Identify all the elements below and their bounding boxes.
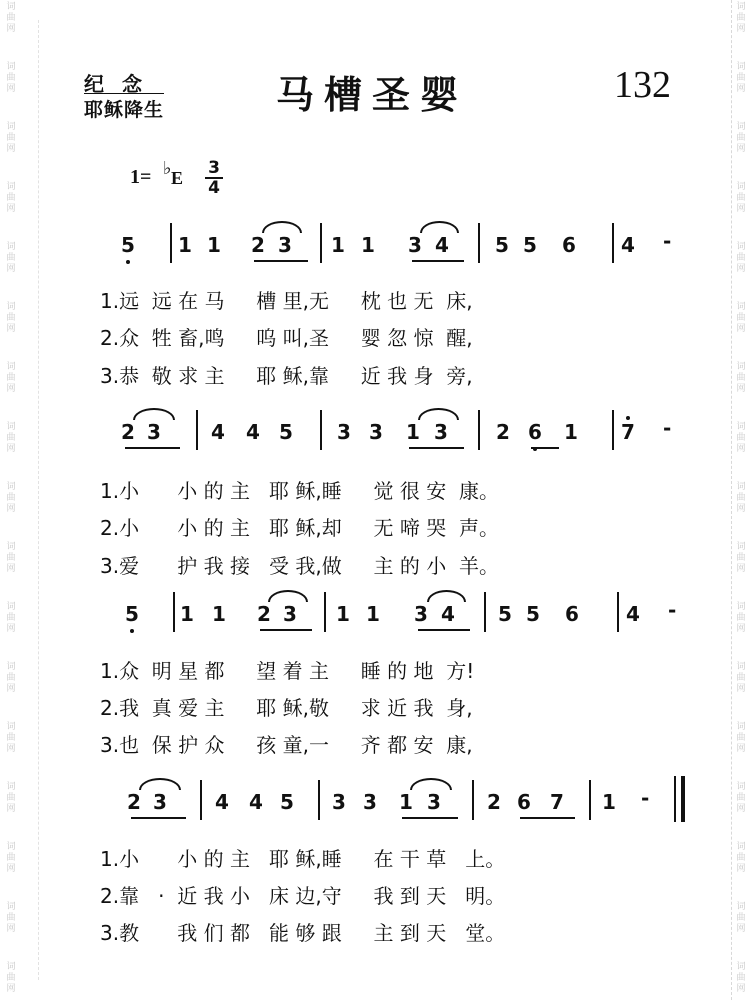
watermark-text: 词 曲 网 <box>6 2 16 34</box>
barline <box>200 780 202 820</box>
beam-underline <box>520 817 575 819</box>
note: 7 <box>550 790 564 814</box>
slur <box>427 590 466 602</box>
barline <box>478 410 480 450</box>
note: 1 <box>336 602 350 626</box>
beam-underline <box>260 629 312 631</box>
barline <box>478 223 480 263</box>
watermark-text: 词 曲 网 <box>736 2 746 34</box>
note: 3 <box>283 602 297 626</box>
barline <box>173 592 175 632</box>
note: 1 <box>564 420 578 444</box>
low-octave-dot <box>126 260 130 264</box>
sustain-dash: - <box>663 416 672 440</box>
beam-underline <box>412 260 464 262</box>
watermark-text: 词 曲 网 <box>736 722 746 754</box>
note: 5 <box>523 233 537 257</box>
lyric-line: 3.也 保 护 众 孩 童,一 齐 都 安 康, <box>100 733 473 757</box>
hymn-title: 马槽圣婴 <box>276 73 469 117</box>
watermark-text: 词 曲 网 <box>6 842 16 874</box>
note: 2 <box>487 790 501 814</box>
subcategory-label: 耶稣降生 <box>84 99 165 121</box>
lyric-line: 1.小 小 的 主 耶 稣,睡 觉 很 安 康。 <box>100 479 499 503</box>
note: 1 <box>406 420 420 444</box>
lyric-line: 3.爱 护 我 接 受 我,做 主 的 小 羊。 <box>100 554 499 578</box>
watermark-text: 词 曲 网 <box>736 782 746 814</box>
beam-underline <box>531 447 559 449</box>
note: 4 <box>626 602 640 626</box>
barline <box>320 223 322 263</box>
note: 1 <box>361 233 375 257</box>
watermark-text: 词 曲 网 <box>6 182 16 214</box>
watermark-text: 词 曲 网 <box>736 62 746 94</box>
watermark-text: 词 曲 网 <box>6 782 16 814</box>
note: 5 <box>279 420 293 444</box>
slur <box>268 590 308 602</box>
sustain-dash: - <box>641 786 650 810</box>
lyric-line: 1.远 远 在 马 槽 里,无 枕 也 无 床, <box>100 289 473 313</box>
key-prefix: 1= <box>130 166 152 188</box>
note: 3 <box>332 790 346 814</box>
lyric-line: 2.我 真 爱 主 耶 稣,敬 求 近 我 身, <box>100 696 473 720</box>
slur <box>139 778 181 790</box>
note: 3 <box>434 420 448 444</box>
note: 3 <box>153 790 167 814</box>
watermark-text: 词 曲 网 <box>6 302 16 334</box>
flat-icon: ♭ <box>163 158 172 179</box>
watermark-text: 词 曲 网 <box>736 362 746 394</box>
note: 2 <box>496 420 510 444</box>
beam-underline <box>131 817 186 819</box>
watermark-text: 词 曲 网 <box>6 482 16 514</box>
low-octave-dot <box>130 629 134 633</box>
watermark-text: 词 曲 网 <box>736 242 746 274</box>
watermark-text: 词 曲 网 <box>736 602 746 634</box>
note: 6 <box>528 420 542 444</box>
slur <box>410 778 452 790</box>
watermark-text: 词 曲 网 <box>736 662 746 694</box>
watermark-text: 词 曲 网 <box>6 602 16 634</box>
watermark-text: 词 曲 网 <box>736 842 746 874</box>
note: 1 <box>180 602 194 626</box>
note: 6 <box>565 602 579 626</box>
beam-underline <box>418 629 470 631</box>
note: 4 <box>211 420 225 444</box>
barline <box>196 410 198 450</box>
final-barline-thick <box>681 776 685 822</box>
lyric-line: 1.众 明 星 都 望 着 主 睡 的 地 方! <box>100 659 475 683</box>
barline <box>617 592 619 632</box>
watermark-text: 词 曲 网 <box>6 62 16 94</box>
note: 1 <box>331 233 345 257</box>
time-signature-top: 3 <box>208 158 220 178</box>
note: 3 <box>369 420 383 444</box>
watermark-text: 词 曲 网 <box>6 722 16 754</box>
note: 1 <box>602 790 616 814</box>
note: 3 <box>414 602 428 626</box>
barline <box>472 780 474 820</box>
final-barline-thin <box>674 776 676 822</box>
note: 4 <box>246 420 260 444</box>
barline <box>170 223 172 263</box>
high-octave-dot <box>626 416 630 420</box>
lyric-line: 2.众 牲 畜,鸣 呜 叫,圣 婴 忽 惊 醒, <box>100 326 473 350</box>
barline <box>318 780 320 820</box>
watermark-text: 词 曲 网 <box>736 122 746 154</box>
watermark-text: 词 曲 网 <box>736 542 746 574</box>
note: 5 <box>125 602 139 626</box>
sustain-dash: - <box>668 598 677 622</box>
note: 2 <box>121 420 135 444</box>
note: 5 <box>495 233 509 257</box>
barline <box>612 223 614 263</box>
note: 3 <box>408 233 422 257</box>
note: 2 <box>251 233 265 257</box>
note: 5 <box>498 602 512 626</box>
note: 5 <box>526 602 540 626</box>
beam-underline <box>402 817 458 819</box>
watermark-text: 词 曲 网 <box>736 182 746 214</box>
note: 4 <box>215 790 229 814</box>
note: 1 <box>212 602 226 626</box>
barline <box>484 592 486 632</box>
lyric-line: 1.小 小 的 主 耶 稣,睡 在 干 草 上。 <box>100 847 506 871</box>
key-letter: E <box>171 168 184 188</box>
barline <box>324 592 326 632</box>
note: 1 <box>178 233 192 257</box>
note: 1 <box>366 602 380 626</box>
note: 2 <box>127 790 141 814</box>
slur <box>420 221 459 233</box>
category-label: 纪念 <box>84 72 160 96</box>
lyric-line: 2.小 小 的 主 耶 稣,却 无 啼 哭 声。 <box>100 516 499 540</box>
slur <box>262 221 302 233</box>
note: 4 <box>441 602 455 626</box>
watermark-text: 词 曲 网 <box>6 422 16 454</box>
watermark-text: 词 曲 网 <box>736 302 746 334</box>
note: 2 <box>257 602 271 626</box>
beam-underline <box>125 447 180 449</box>
note: 1 <box>399 790 413 814</box>
watermark-text: 词 曲 网 <box>6 662 16 694</box>
hymn-number: 132 <box>614 64 671 106</box>
beam-underline <box>254 260 308 262</box>
slur <box>418 408 459 420</box>
note: 3 <box>278 233 292 257</box>
note: 5 <box>280 790 294 814</box>
note: 3 <box>427 790 441 814</box>
note: 5 <box>121 233 135 257</box>
lyric-line: 3.恭 敬 求 主 耶 稣,靠 近 我 身 旁, <box>100 364 473 388</box>
time-signature-bottom: 4 <box>208 178 220 198</box>
note: 4 <box>249 790 263 814</box>
barline <box>589 780 591 820</box>
note: 6 <box>562 233 576 257</box>
watermark-text: 词 曲 网 <box>6 902 16 934</box>
note: 6 <box>517 790 531 814</box>
note: 3 <box>337 420 351 444</box>
watermark-text: 词 曲 网 <box>6 962 16 994</box>
barline <box>612 410 614 450</box>
watermark-text: 词 曲 网 <box>736 962 746 994</box>
watermark-text: 词 曲 网 <box>6 362 16 394</box>
note: 3 <box>363 790 377 814</box>
beam-underline <box>409 447 464 449</box>
watermark-text: 词 曲 网 <box>736 482 746 514</box>
slur <box>133 408 175 420</box>
watermark-text: 词 曲 网 <box>6 242 16 274</box>
watermark-text: 词 曲 网 <box>736 902 746 934</box>
watermark-text: 词 曲 网 <box>6 122 16 154</box>
note: 4 <box>435 233 449 257</box>
lyric-line: 3.教 我 们 都 能 够 跟 主 到 天 堂。 <box>100 921 506 945</box>
note: 3 <box>147 420 161 444</box>
note: 7 <box>621 420 635 444</box>
lyric-line: 2.靠 · 近 我 小 床 边,守 我 到 天 明。 <box>100 884 506 908</box>
barline <box>320 410 322 450</box>
note: 1 <box>207 233 221 257</box>
watermark-text: 词 曲 网 <box>736 422 746 454</box>
watermark-text: 词 曲 网 <box>6 542 16 574</box>
note: 4 <box>621 233 635 257</box>
sustain-dash: - <box>663 229 672 253</box>
